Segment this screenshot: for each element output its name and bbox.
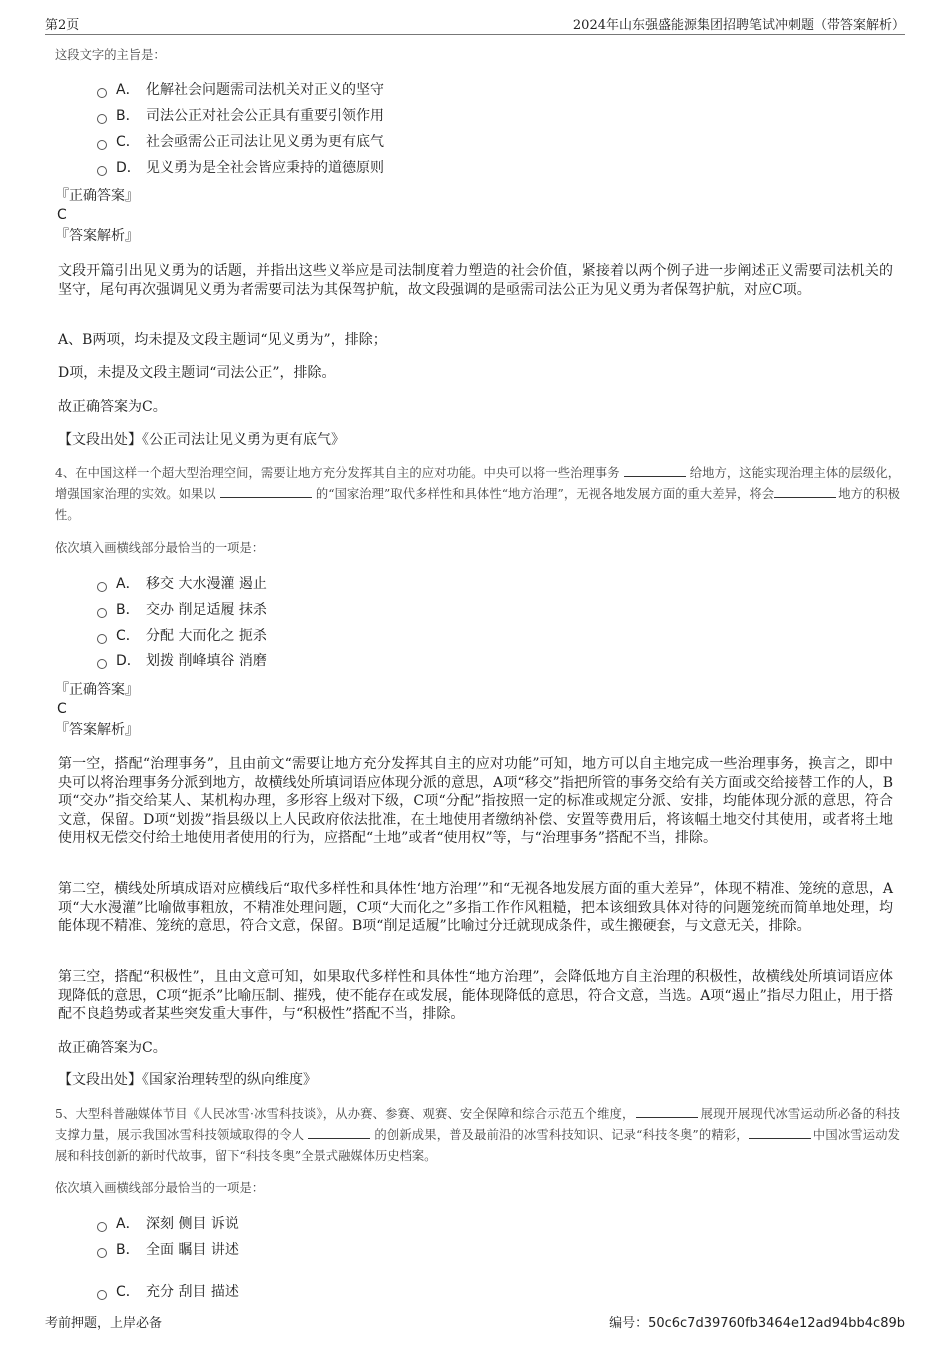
option-text: 划拨 削峰填谷 消磨 [146,653,267,669]
fill-blank [749,1126,811,1139]
document-id-label: 编号： [609,1316,649,1331]
fill-blank [624,464,686,477]
q3-analysis-label: 『答案解析』 [55,228,139,244]
q5-text-part: 展现开展现代冰雪运动所必备的科技支撑力量，展示我国冰雪科技领域取得的令人 [55,1107,900,1142]
radio-icon[interactable] [97,1290,107,1300]
option-letter: C． [116,628,140,644]
radio-icon[interactable] [97,659,107,669]
q3-source: 【文段出处】《公正司法让见义勇为更有底气》 [58,432,345,448]
q3-analysis-paragraph: 文段开篇引出见义勇为的话题，并指出这些义举应是司法制度着力塑造的社会价值，紧接着以两个例子进一步阐述正义需要司法机关的坚守，尾句再次强调见义勇为者需要司法为其保驾护航，故文段强调的是亟需司法公正为见义勇为者保驾护航，对应C项。 [58,263,893,298]
q5-text-part: 的创新成果，普及最前沿的冰雪科技知识、记录“科技冬奥”的精彩， [374,1128,749,1142]
page-number: 第2页 [45,18,80,33]
q4-analysis-paragraph: 第二空，横线处所填成语对应横线后“取代多样性和具体性‘地方治理’”和“无视各地发展方面的重大差异”，体现不精准、笼统的意思，A项“大水漫灌”比喻做事粗放，不精准处理问题，C项“大而化之”多指工作作风粗糙，把本该细致具体对待的问题笼统而简单地处理，均能体现不精准、笼统的意思，符合文意，保留。B项“削足适履”比喻过分迁就现成条件，或生搬硬套，与文意无关，排除。 [58,881,893,934]
q4-analysis-label: 『答案解析』 [55,722,139,738]
document-title: 2024年山东强盛能源集团招聘笔试冲刺题（带答案解析） [572,18,905,33]
q3-prompt: 这段文字的主旨是： [55,48,166,62]
q4-text-part: 地方的积极性。 [55,487,900,522]
option-text: 移交 大水漫灌 遏止 [146,576,267,592]
q4-answer-label: 『正确答案』 [55,682,139,698]
option-text: 深刻 侧目 诉说 [146,1216,239,1232]
q3-option-b[interactable] [97,106,384,126]
option-letter: C． [116,134,140,150]
radio-icon[interactable] [97,88,107,98]
q3-option-c[interactable] [97,132,384,152]
q4-question-text [55,463,900,526]
option-letter: B． [116,1242,140,1258]
q4-text-part: 的“国家治理”取代多样性和具体性“地方治理”，无视各地发展方面的重大差异，将会 [315,487,775,501]
fill-blank [774,485,836,498]
q5-option-a[interactable] [97,1214,239,1234]
q4-prompt: 依次填入画横线部分最恰当的一项是： [55,541,265,555]
option-text: 司法公正对社会公正具有重要引领作用 [146,108,384,124]
radio-icon[interactable] [97,166,107,176]
radio-icon[interactable] [97,1222,107,1232]
option-text: 见义勇为是全社会皆应秉持的道德原则 [146,160,384,176]
option-text: 充分 刮目 描述 [146,1284,239,1300]
option-text: 社会亟需公正司法让见义勇为更有底气 [146,134,384,150]
q4-option-c[interactable] [97,626,267,646]
radio-icon[interactable] [97,582,107,592]
q4-option-d[interactable] [97,651,267,671]
radio-icon[interactable] [97,114,107,124]
q4-option-b[interactable] [97,600,267,620]
option-letter: A． [116,82,140,98]
option-letter: B． [116,108,140,124]
q3-option-d[interactable] [97,158,384,178]
option-text: 全面 瞩目 讲述 [146,1242,239,1258]
option-letter: D． [116,160,141,176]
radio-icon[interactable] [97,1248,107,1258]
q3-answer: C [57,207,67,223]
document-id-value: 50c6c7d39760fb3464e12ad94bb4c89b [648,1316,905,1331]
q3-analysis-paragraph: A、B两项，均未提及文段主题词“见义勇为”，排除； [58,332,387,348]
option-text: 化解社会问题需司法机关对正义的坚守 [146,82,384,98]
option-letter: A． [116,1216,140,1232]
fill-blank [308,1126,370,1139]
fill-blank [636,1105,698,1118]
option-text: 分配 大而化之 扼杀 [146,628,267,644]
q5-question-text [55,1104,900,1167]
q4-analysis-paragraph: 第三空，搭配“积极性”，且由文意可知，如果取代多样性和具体性“地方治理”，会降低地方自主治理的积极性，故横线处所填词语应体现降低的意思，C项“扼杀”比喻压制、摧残，使不能存在或发展，能体现降低的意思，符合文意，当选。A项“遏止”指尽力阻止，用于搭配不良趋势或者某些突发重大事件，与“积极性”搭配不当，排除。 [58,969,893,1022]
q4-analysis-paragraph: 故正确答案为C。 [58,1040,167,1056]
option-letter: B． [116,602,140,618]
radio-icon[interactable] [97,634,107,644]
q5-option-c[interactable] [97,1282,239,1302]
q4-option-a[interactable] [97,574,267,594]
option-text: 交办 削足适履 抹杀 [146,602,267,618]
option-letter: C． [116,1284,140,1300]
q5-prompt: 依次填入画横线部分最恰当的一项是： [55,1181,265,1195]
option-letter: D． [116,653,141,669]
radio-icon[interactable] [97,608,107,618]
q5-text-part: 中国冰雪运动发展和科技创新的新时代故事，留下“科技冬奥”全景式融媒体历史档案。 [55,1128,900,1163]
q4-text-part: 4、在中国这样一个超大型治理空间，需要让地方充分发挥其自主的应对功能。中央可以将一些治理事务 [55,466,620,480]
q3-analysis-paragraph: D项，未提及文段主题词“司法公正”，排除。 [58,365,336,381]
radio-icon[interactable] [97,140,107,150]
fill-blank [220,485,312,498]
q5-option-b[interactable] [97,1240,239,1260]
q4-analysis-paragraph: 第一空，搭配“治理事务”，且由前文“需要让地方充分发挥其自主的应对功能”可知，地方可以自主地完成一些治理事务，换言之，即中央可以将治理事务分派到地方，故横线处所填词语应体现分派的意思，A项“移交”指把所管的事务交给有关方面或交给接替工作的人，B项“交办”指交给某人、某机构办理，多形容上级对下级，C项“分配”指按照一定的标准或规定分派、安排，均能体现分派的意思，符合文意，保留。D项“划拨”指县级以上人民政府依法批准，在土地使用者缴纳补偿、安置等费用后，将该幅土地交付其使用，或者将土地使用权无偿交付给土地使用者使用的行为，应搭配“土地”或者“使用权”等，与“治理事务”搭配不当，排除。 [58,756,893,846]
q4-answer: C [57,701,67,717]
q3-option-a[interactable] [97,80,384,100]
q4-source: 【文段出处】《国家治理转型的纵向维度》 [58,1072,317,1088]
q4-text-part: 给地方，这能实现治理主体的层级化，增强国家治理的实效。如果以 [55,466,900,501]
q3-answer-label: 『正确答案』 [55,188,139,204]
document-id [609,1312,905,1331]
footer-slogan: 考前押题，上岸必备 [45,1316,163,1331]
option-letter: A． [116,576,140,592]
page-header [45,10,905,35]
q3-analysis-paragraph: 故正确答案为C。 [58,399,167,415]
q5-text-part: 5、大型科普融媒体节目《人民冰雪·冰雪科技谈》，从办赛、参赛、观赛、安全保障和综合示范五个维度， [55,1107,635,1121]
